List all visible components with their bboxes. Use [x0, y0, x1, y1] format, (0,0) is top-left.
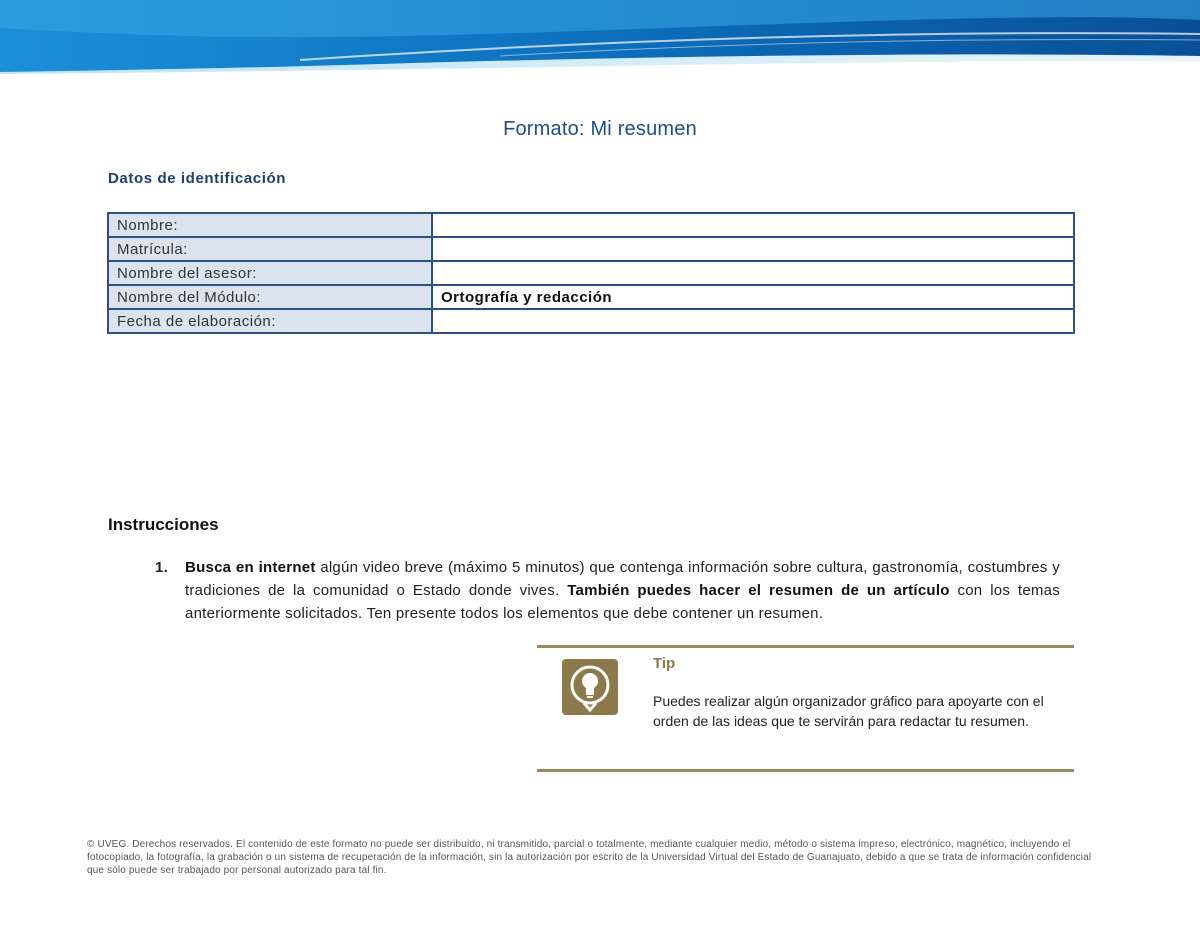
table-row — [108, 285, 1074, 309]
row-label-name: Nombre: — [108, 213, 432, 237]
tip-text: Puedes realizar algún organizador gráfico para apoyarte con el orden de las ideas que te servirán para redactar tu resumen. — [653, 693, 1044, 729]
row-label-module: Nombre del Módulo: — [108, 285, 432, 309]
header-banner — [0, 0, 1200, 76]
instruction-bold-alt: También puedes hacer el resumen de un artículo — [567, 582, 950, 599]
instruction-bold-lead: Busca en internet — [185, 559, 316, 576]
advisor-field[interactable] — [432, 261, 1074, 285]
instruction-text-part: con los temas anteriormente solicitados. Ten presente todos los elementos que debe contener un resumen. — [185, 582, 1061, 622]
enrollment-field[interactable] — [432, 237, 1074, 261]
section-label-identification: Datos de identificación — [108, 170, 286, 187]
instruction-item — [155, 556, 1060, 625]
row-label-date: Fecha de elaboración: — [108, 309, 432, 333]
tip-title: Tip — [653, 655, 676, 672]
name-field[interactable] — [432, 213, 1074, 237]
tip-box — [537, 645, 1074, 772]
instruction-text-part: algún video breve (máximo 5 minutos) que contenga información sobre cultura, gastronomía, costumbres y tradiciones de la comunidad o Estado donde vives. — [185, 559, 1060, 599]
instruction-number: 1. — [155, 559, 169, 576]
table-row — [108, 213, 1074, 237]
row-label-enrollment: Matrícula: — [108, 237, 432, 261]
table-row — [108, 237, 1074, 261]
table-row — [108, 261, 1074, 285]
instruction-text — [185, 556, 1060, 625]
lightbulb-icon — [562, 659, 618, 715]
row-label-advisor: Nombre del asesor: — [108, 261, 432, 285]
table-row — [108, 309, 1074, 333]
instructions-heading: Instrucciones — [108, 515, 219, 534]
page-title: Formato: Mi resumen — [503, 118, 697, 140]
identification-table — [107, 212, 1075, 334]
date-field[interactable] — [432, 309, 1074, 333]
module-field[interactable]: Ortografía y redacción — [432, 285, 1074, 309]
copyright-footer: © UVEG. Derechos reservados. El contenido de este formato no puede ser distribuido, ni transmitido, parcial o totalmente, mediante cualquier medio, método o sistema impreso, electrónico, magnético, incluyendo el fotocopiado, la fotografía, la grabación o un sistema de recuperación de la información, sin la autorización por escrito de la Universidad Virtual del Estado de Guanajuato, debido a que se trata de información confidencial que sólo puede ser trabajado por personal autorizado para tal fin. — [87, 839, 1092, 876]
